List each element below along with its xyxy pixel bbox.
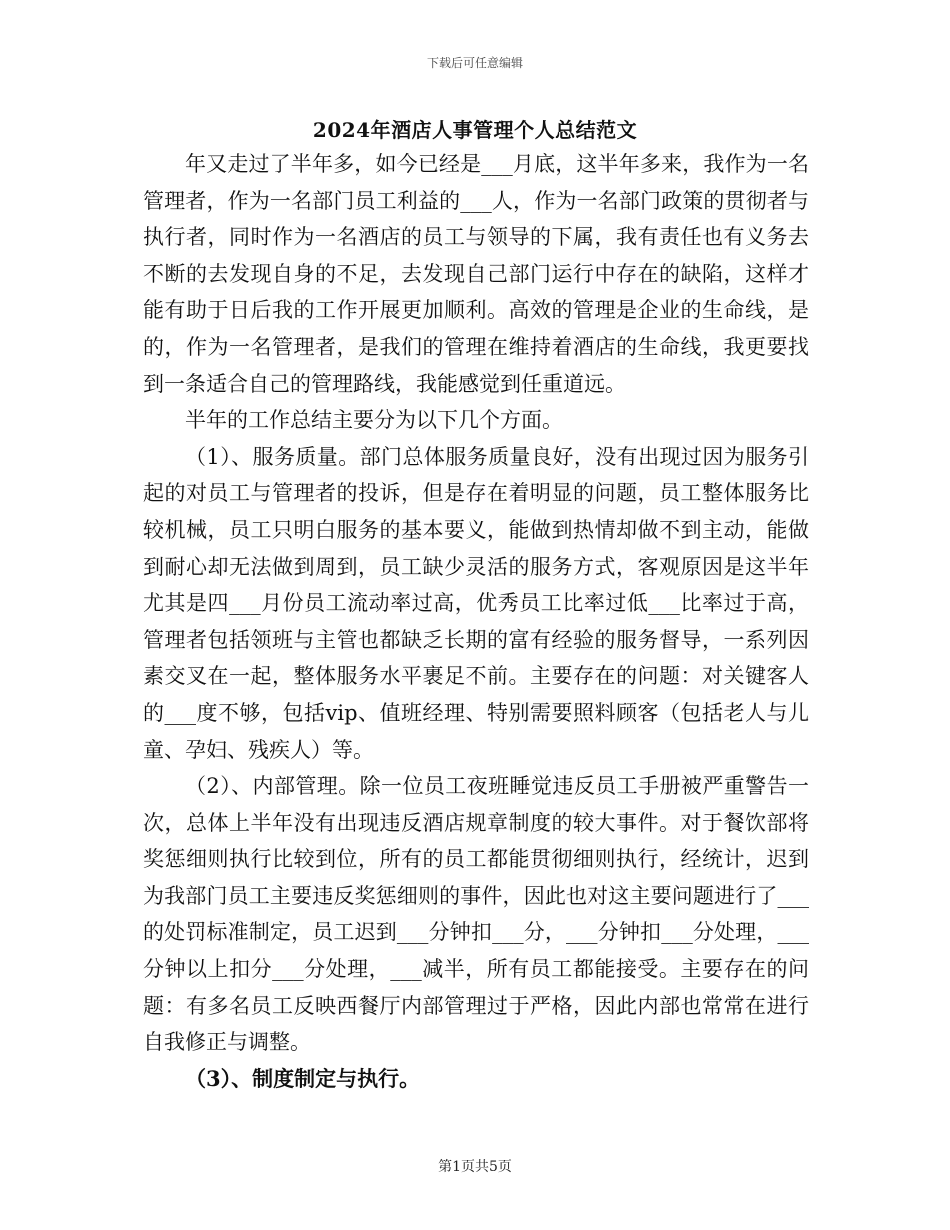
document-body	[143, 146, 809, 1097]
paragraph-internal-management: （2）、内部管理。除一位员工夜班睡觉违反员工手册被严重警告一次，总体上半年没有出现违反酒店规章制度的较大事件。对于餐饮部将奖惩细则执行比较到位，所有的员工都能贯彻细则执行，经统计，迟到为我部门员工主要违反奖惩细则的事件，因此也对这主要问题进行了___的处罚标准制定，员工迟到___分钟扣___分，___分钟扣___分处理，___分钟以上扣分___分处理，___减半，所有员工都能接受。主要存在的问题：有多名员工反映西餐厅内部管理过于严格，因此内部也常常在进行自我修正与调整。	[143, 774, 809, 1055]
paragraph-overview: 半年的工作总结主要分为以下几个方面。	[185, 408, 563, 433]
page-footer: 第1页共5页	[438, 1159, 512, 1175]
document-title: 2024年酒店人事管理个人总结范文	[312, 118, 638, 142]
paragraph-service-quality: （1）、服务质量。部门总体服务质量良好，没有出现过因为服务引起的对员工与管理者的投诉，但是存在着明显的问题，员工整体服务比较机械，员工只明白服务的基本要义，能做到热情却做不到主动，能做到耐心却无法做到周到，员工缺少灵活的服务方式，客观原因是这半年尤其是四___月份员工流动率过高，优秀员工比率过低___比率过于高，管理者包括领班与主管也都缺乏长期的富有经验的服务督导，一系列因素交叉在一起，整体服务水平裹足不前。主要存在的问题：对关键客人的___度不够，包括vip、值班经理、特别需要照料顾客（包括老人与儿童、孕妇、残疾人）等。	[143, 444, 809, 762]
header-note: 下载后可任意编辑	[426, 56, 523, 70]
paragraph-intro: 年又走过了半年多，如今已经是___月底，这半年多来，我作为一名管理者，作为一名部门员工利益的___人，作为一名部门政策的贯彻者与执行者，同时作为一名酒店的员工与领导的下属，我有责任也有义务去不断的去发现自身的不足，去发现自己部门运行中存在的缺陷，这样才能有助于日后我的工作开展更加顺利。高效的管理是企业的生命线，是的，作为一名管理者，是我们的管理在维持着酒店的生命线，我更要找到一条适合自己的管理路线，我能感觉到任重道远。	[143, 152, 809, 396]
section-heading-rules: （3）、制度制定与执行。	[185, 1065, 421, 1091]
